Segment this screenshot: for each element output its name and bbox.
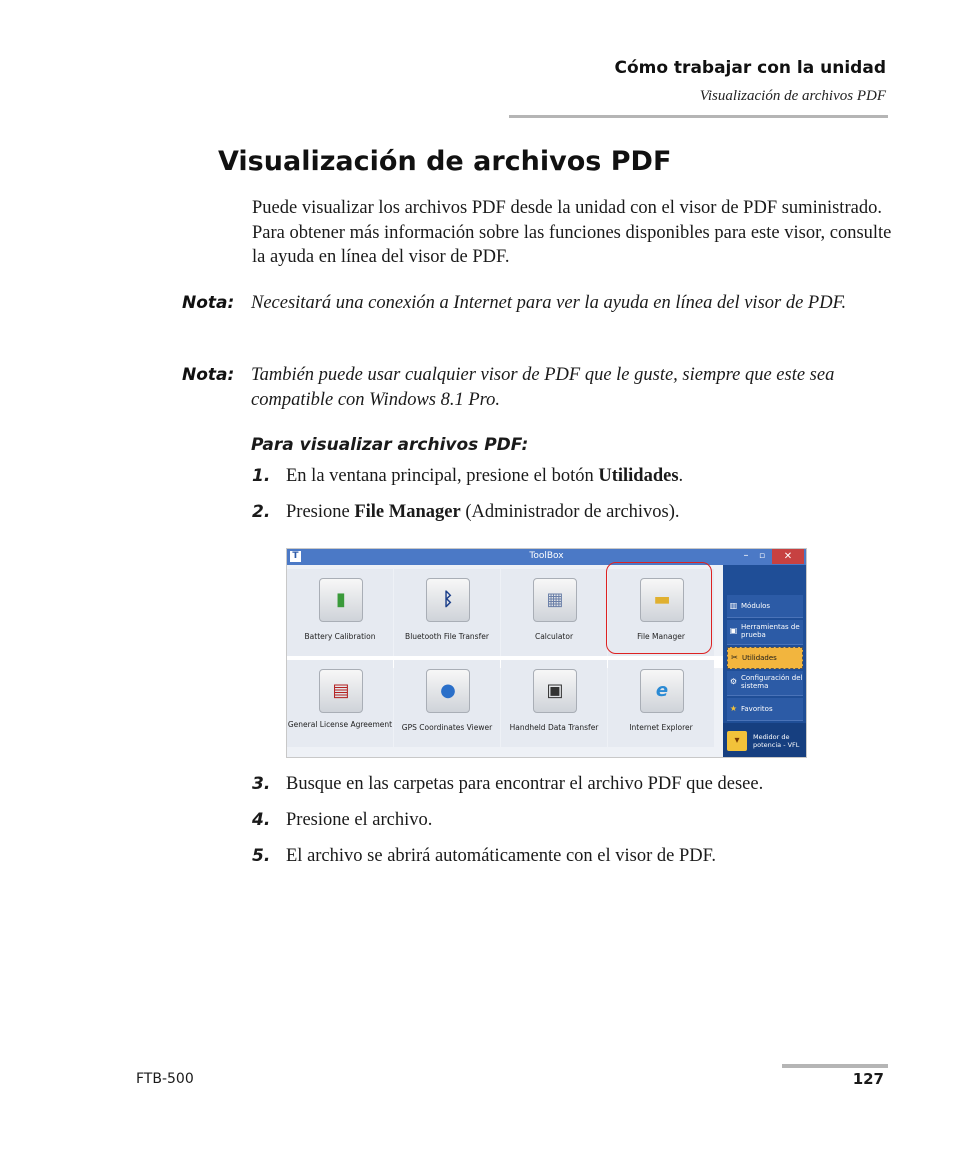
modules-icon: ▥ [729, 601, 738, 610]
sidebar-power-meter[interactable] [723, 723, 806, 757]
sidebar-item-favoritos[interactable] [727, 698, 803, 721]
tile-general-license-agreement[interactable] [287, 660, 393, 747]
toolbox-sidebar [723, 565, 806, 757]
bluetooth-icon: ᛒ [426, 578, 470, 622]
toolbox-screenshot [286, 548, 807, 758]
tile-label: Calculator [534, 632, 574, 641]
star-icon: ★ [729, 704, 738, 713]
sidebar-item-modulos[interactable] [727, 595, 803, 618]
tile-label: File Manager [637, 632, 685, 641]
tile-label: GPS Coordinates Viewer [401, 723, 493, 732]
step-number: 3. [252, 774, 271, 794]
globe-icon: ● [426, 669, 470, 713]
step-number: 2. [252, 502, 271, 522]
document-icon: ▤ [319, 669, 363, 713]
procedure-title: Para visualizar archivos PDF: [251, 435, 529, 455]
file-manager-highlight [606, 562, 712, 654]
step-number: 5. [252, 846, 271, 866]
minimize-icon[interactable]: – [743, 550, 749, 561]
step-number: 4. [252, 810, 271, 830]
tile-internet-explorer[interactable] [608, 660, 714, 747]
sidebar-item-label: Utilidades [742, 654, 777, 662]
footer-rule [782, 1064, 888, 1068]
power-meter-label: Medidor de potencia - VFL [753, 733, 800, 749]
sidebar-item-configuracion[interactable] [727, 671, 803, 696]
running-header-section: Visualización de archivos PDF [699, 88, 886, 104]
note-text: También puede usar cualquier visor de PDF que le guste, siempre que este sea compatible con Windows 8.1 Pro. [251, 365, 835, 410]
tile-label: General License Agreement [287, 720, 393, 729]
header-rule [509, 115, 888, 118]
page-number: 127 [852, 1070, 884, 1088]
app-logo-icon: T [290, 551, 301, 562]
sidebar-item-label: Herramientas de prueba [741, 623, 800, 639]
footer-product: FTB-500 [136, 1071, 194, 1087]
tile-calculator[interactable] [501, 569, 607, 656]
tile-label: Bluetooth File Transfer [405, 632, 489, 641]
tile-label: Battery Calibration [304, 632, 376, 641]
sidebar-item-label: Favoritos [741, 705, 773, 713]
settings-icon: ⚙ [729, 677, 738, 686]
sidebar-item-label: Configuración del sistema [741, 674, 803, 690]
calculator-icon: ▦ [533, 578, 577, 622]
running-header-chapter: Cómo trabajar con la unidad [614, 58, 886, 78]
battery-icon: ▮ [319, 578, 363, 622]
step-text: En la ventana principal, presione el botón Utilidades. [286, 466, 684, 486]
sidebar-item-herramientas[interactable] [727, 620, 803, 645]
utilities-icon: ✂ [731, 653, 738, 662]
step-text: Busque en las carpetas para encontrar el archivo PDF que desee. [286, 774, 764, 794]
note-label: Nota: [182, 365, 235, 385]
tile-bluetooth-file-transfer[interactable] [394, 569, 500, 656]
power-meter-icon: ▾ [727, 731, 747, 751]
folder-icon: ▬ [640, 578, 684, 622]
step-text: El archivo se abrirá automáticamente con el visor de PDF. [286, 846, 717, 866]
note-text: Necesitará una conexión a Internet para ver la ayuda en línea del visor de PDF. [251, 293, 847, 313]
sidebar-item-label: Módulos [741, 602, 771, 610]
tile-gps-coordinates-viewer[interactable] [394, 660, 500, 747]
ie-icon: e [640, 669, 684, 713]
sidebar-item-utilidades[interactable] [727, 647, 803, 669]
step-text: Presione File Manager (Administrador de archivos). [286, 502, 680, 522]
step-number: 1. [252, 466, 271, 486]
note-label: Nota: [182, 293, 235, 313]
tools-icon: ▣ [729, 626, 738, 635]
maximize-icon[interactable]: ▫ [758, 551, 766, 561]
step-text: Presione el archivo. [286, 810, 433, 830]
handheld-icon: ▣ [533, 669, 577, 713]
tile-label: Handheld Data Transfer [509, 723, 599, 732]
intro-paragraph: Puede visualizar los archivos PDF desde la unidad con el visor de PDF suministrado. Para obtener más información sobre las funciones disponibles para este visor, consulte la ayuda en línea del visor de PDF. [252, 198, 892, 267]
close-icon[interactable]: ✕ [772, 549, 804, 564]
tile-label: Internet Explorer [629, 723, 693, 732]
window-title: ToolBox [529, 551, 564, 561]
tile-battery-calibration[interactable] [287, 569, 393, 656]
page-title: Visualización de archivos PDF [218, 146, 672, 177]
window-titlebar [287, 549, 806, 565]
tile-handheld-data-transfer[interactable] [501, 660, 607, 747]
